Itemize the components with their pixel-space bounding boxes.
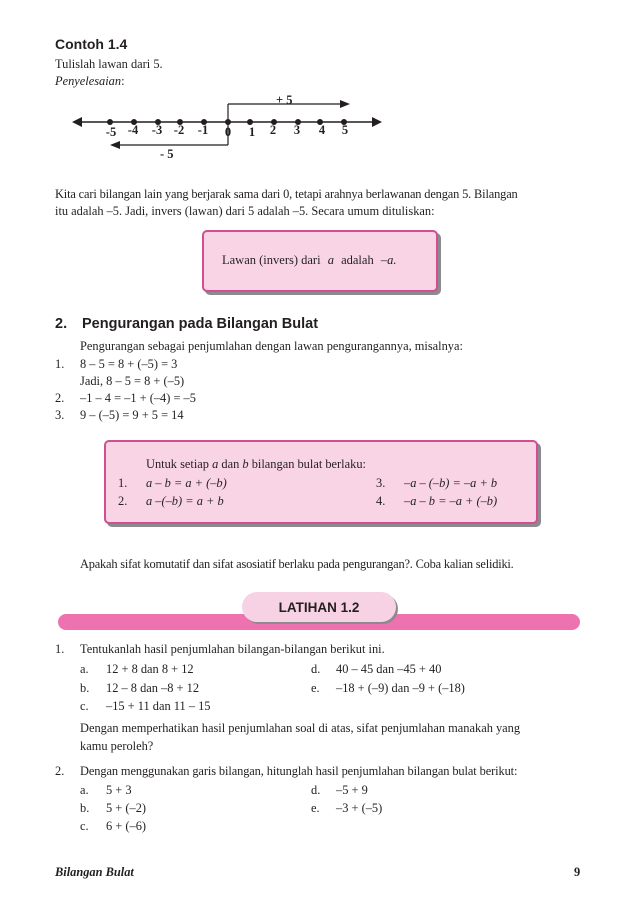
footer-page-number: 9 xyxy=(574,865,581,879)
item-text: –18 + (–9) dan –9 + (–18) xyxy=(336,681,465,695)
example-num: 1. xyxy=(55,357,65,371)
item-text: –5 + 9 xyxy=(336,783,368,797)
inverse-middle: adalah xyxy=(341,253,374,267)
item-text: 5 + (–2) xyxy=(106,801,147,815)
latihan-title: LATIHAN 1.2 xyxy=(278,599,360,615)
tick-label: -5 xyxy=(105,125,117,139)
rules-heading-mid: dan xyxy=(221,457,240,471)
rules-heading-post: bilangan bulat berlaku: xyxy=(251,457,366,471)
tick-label: -2 xyxy=(173,123,185,137)
exercise-followup-1: Dengan memperhatikan hasil penjumlahan soal di atas, sifat penjumlahan manakah yang xyxy=(80,721,521,735)
example-text: 8 – 5 = 8 + (–5) = 3 xyxy=(80,357,178,371)
item-text: 12 + 8 dan 8 + 12 xyxy=(106,662,194,676)
var-a: a xyxy=(327,253,334,267)
item-label: d. xyxy=(311,662,321,676)
minus5-arrowhead xyxy=(110,141,120,149)
example-title: Contoh 1.4 xyxy=(55,36,128,52)
solution-label xyxy=(55,73,125,89)
tick-label: 4 xyxy=(318,123,326,137)
exercise-num: 2. xyxy=(55,764,65,778)
latihan-pill xyxy=(242,592,396,622)
section-title: Pengurangan pada Bilangan Bulat xyxy=(82,316,319,332)
rule-text: a –(–b) = a + b xyxy=(146,494,224,508)
item-text: 6 + (–6) xyxy=(106,819,147,833)
example-text: 9 – (–5) = 9 + 5 = 14 xyxy=(80,408,184,422)
tick-label: 2 xyxy=(269,123,277,137)
rule-num: 4. xyxy=(376,494,386,508)
item-label: a. xyxy=(80,662,89,676)
explanation-line-2: itu adalah –5. Jadi, invers (lawan) dari 5 adalah –5. Secara umum dituliskan: xyxy=(55,204,435,218)
rules-heading xyxy=(146,456,366,472)
example-num: 3. xyxy=(55,408,65,422)
explanation-line-1: Kita cari bilangan lain yang berjarak sama dari 0, tetapi arahnya berlawanan dengan 5. Bilangan xyxy=(55,187,518,201)
exercise-followup-2: kamu peroleh? xyxy=(80,739,154,753)
item-label: b. xyxy=(80,681,90,695)
tick-label: -1 xyxy=(197,123,209,137)
tick-label: 3 xyxy=(293,123,301,137)
rules-var-b: b xyxy=(242,457,249,471)
item-label: c. xyxy=(80,819,89,833)
section-intro: Pengurangan sebagai penjumlahan dengan lawan pengurangannya, misalnya: xyxy=(80,339,463,353)
plus5-arrowhead xyxy=(340,100,350,108)
solution-colon: : xyxy=(121,74,125,88)
minus5-label: - 5 xyxy=(160,147,174,161)
rules-var-a: a xyxy=(212,457,219,471)
solution-label-text: Penyelesaian xyxy=(55,74,122,88)
item-label: e. xyxy=(311,681,320,695)
item-label: e. xyxy=(311,801,320,815)
tick-label: 5 xyxy=(341,123,349,137)
item-label: d. xyxy=(311,783,321,797)
item-text: 40 – 45 dan –45 + 40 xyxy=(336,662,442,676)
tick-label: 1 xyxy=(248,125,256,139)
example-question: Tulislah lawan dari 5. xyxy=(55,57,163,71)
footer-chapter: Bilangan Bulat xyxy=(55,865,134,879)
example-text: Jadi, 8 – 5 = 8 + (–5) xyxy=(80,374,185,388)
axis-left-arrowhead xyxy=(72,117,82,127)
example-num: 2. xyxy=(55,391,65,405)
item-text: 5 + 3 xyxy=(106,783,132,797)
exercise-prompt: Dengan menggunakan garis bilangan, hitunglah hasil penjumlahan bilangan bulat berikut: xyxy=(80,764,518,778)
rule-num: 1. xyxy=(118,476,128,490)
rule-text: a – b = a + (–b) xyxy=(146,476,227,490)
neg-a: –a. xyxy=(380,253,397,267)
tick-label: 0 xyxy=(224,125,232,139)
tick-label: -4 xyxy=(127,123,139,137)
item-text: –15 + 11 dan 11 – 15 xyxy=(106,699,211,713)
exercise-prompt: Tentukanlah hasil penjumlahan bilangan-bilangan berikut ini. xyxy=(80,642,385,656)
rule-num: 3. xyxy=(376,476,386,490)
item-text: 12 – 8 dan –8 + 12 xyxy=(106,681,200,695)
question-line: Apakah sifat komutatif dan sifat asosiatif berlaku pada pengurangan?. Coba kalian selidiki. xyxy=(80,557,514,571)
tick-label: -3 xyxy=(151,123,163,137)
item-label: c. xyxy=(80,699,89,713)
axis-right-arrowhead xyxy=(372,117,382,127)
rule-text: –a – b = –a + (–b) xyxy=(404,494,498,508)
item-label: a. xyxy=(80,783,89,797)
rules-heading-pre: Untuk setiap xyxy=(146,457,209,471)
subtraction-rules-box xyxy=(104,440,538,524)
inverse-definition-text xyxy=(222,252,396,268)
rule-num: 2. xyxy=(118,494,128,508)
inverse-definition-box xyxy=(202,230,438,292)
rule-text: –a – (–b) = –a + b xyxy=(404,476,498,490)
inverse-prefix: Lawan (invers) dari xyxy=(222,253,321,267)
item-label: b. xyxy=(80,801,90,815)
item-text: –3 + (–5) xyxy=(336,801,383,815)
section-number: 2. xyxy=(55,316,68,332)
example-text: –1 – 4 = –1 + (–4) = –5 xyxy=(80,391,196,405)
exercise-num: 1. xyxy=(55,642,65,656)
plus5-label: + 5 xyxy=(276,93,293,107)
